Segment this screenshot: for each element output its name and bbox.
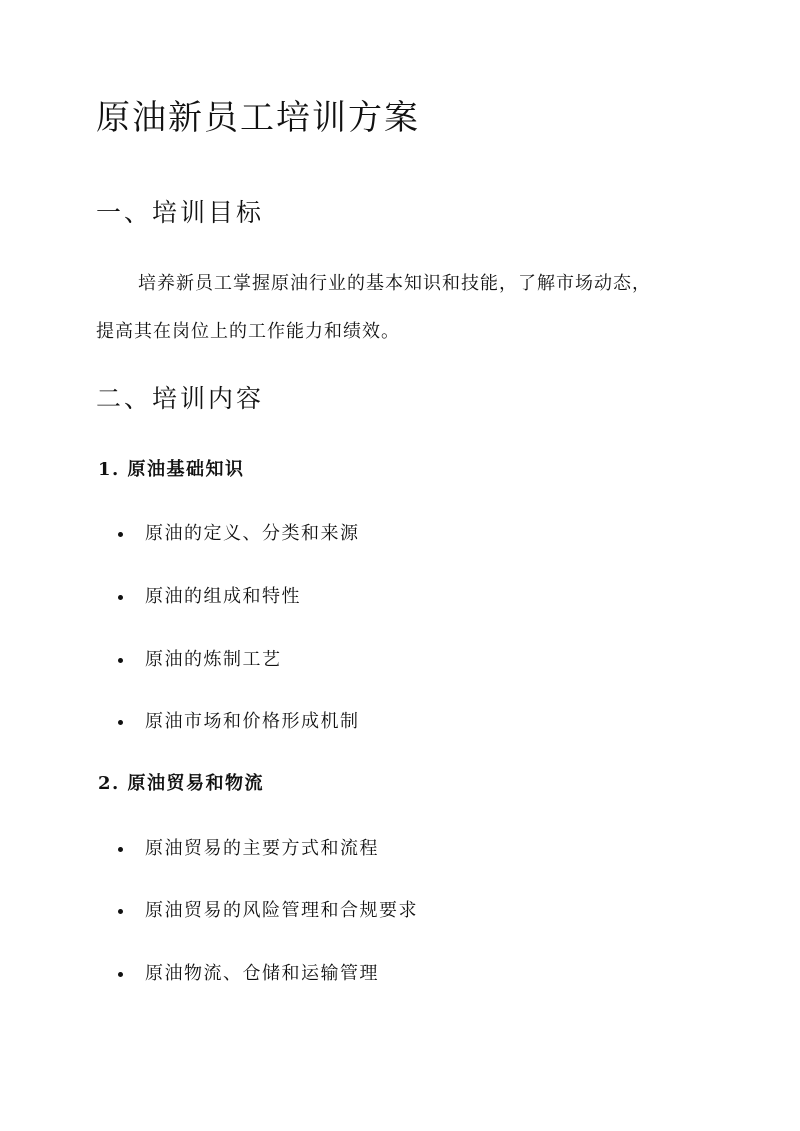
bullet-icon [118,720,123,725]
list-item-text: 原油的定义、分类和来源 [145,523,360,544]
goals-paragraph-line-2: 提高其在岗位上的工作能力和绩效。 [96,321,400,342]
subsection-heading-trade-logistics: 2. 原油贸易和物流 [98,773,265,794]
subsection-heading-basics: 1. 原油基础知识 [98,459,245,480]
bullet-icon [118,847,123,852]
list-item [118,648,282,672]
document-title: 原油新员工培训方案 [96,98,420,138]
list-item-text: 原油物流、仓储和运输管理 [145,963,379,984]
goals-paragraph-line-1: 培养新员工掌握原油行业的基本知识和技能，了解市场动态， [138,273,651,294]
bullet-icon [118,909,123,914]
list-item [118,585,301,609]
list-item-text: 原油贸易的主要方式和流程 [145,838,379,859]
list-item-text: 原油市场和价格形成机制 [145,711,360,732]
list-item [118,522,360,546]
section-heading-content: 二、培训内容 [96,384,265,413]
bullet-icon [118,658,123,663]
list-item [118,962,379,986]
list-item [118,710,360,734]
bullet-icon [118,972,123,977]
section-heading-goals: 一、培训目标 [96,198,265,227]
list-item-text: 原油的组成和特性 [145,586,301,607]
list-item [118,837,379,861]
list-item-text: 原油的炼制工艺 [145,649,282,670]
bullet-icon [118,532,123,537]
list-item [118,899,418,923]
list-item-text: 原油贸易的风险管理和合规要求 [145,900,418,921]
bullet-icon [118,595,123,600]
